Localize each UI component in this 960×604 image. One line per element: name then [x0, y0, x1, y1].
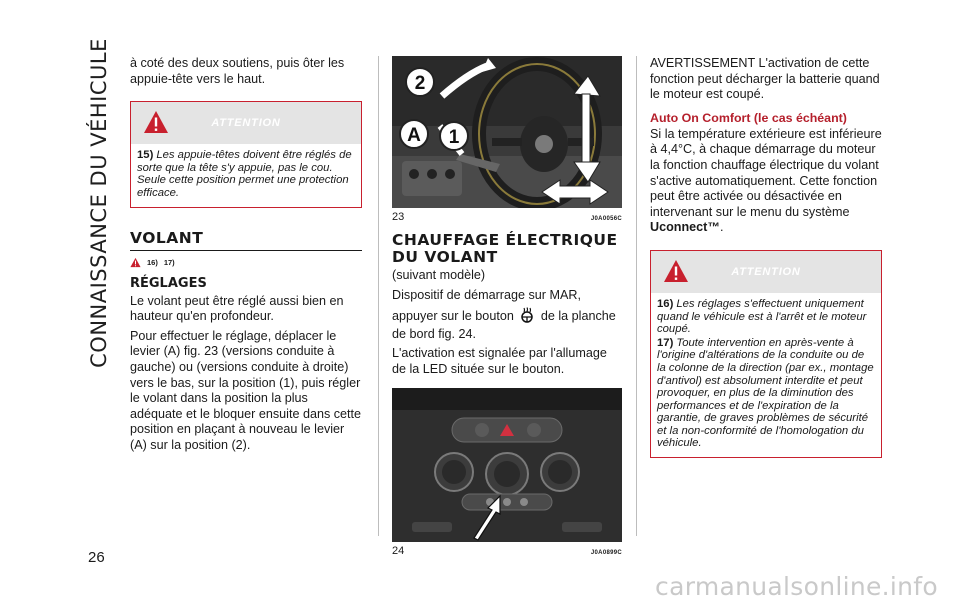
- paragraph-text: .: [719, 220, 724, 235]
- subsection-title-reglages: RÉGLAGES: [130, 275, 207, 291]
- figure-label-1: 1: [448, 127, 460, 148]
- figure-number: 24: [392, 544, 405, 557]
- paragraph: de bord fig. 24.: [392, 326, 477, 341]
- warning-item: [657, 298, 876, 336]
- warning-triangle-icon: [143, 109, 169, 135]
- section-side-title: [82, 38, 116, 368]
- figure-label-2: 2: [414, 73, 426, 94]
- subsection-title-auto-on-comfort: Auto On Comfort (le cas échéant): [650, 110, 847, 125]
- warning-header: [131, 102, 361, 144]
- warning-box-15: [130, 101, 362, 207]
- page-number: 26: [88, 549, 105, 566]
- figure-number: 23: [392, 211, 405, 223]
- figure-code: J0A0056C: [590, 216, 622, 222]
- warning-item-text: Toute intervention en après-vente à l'origine d'altérations de la conduite ou de la colonne de la direction (par ex., montage d'antivol) est absolument interdite et peut provoquer, en plus de la diminution des performances et de l'expiration de la garantie, de graves problèmes de sécurité et la non-conformité de l'homologation du véhicule.: [657, 336, 874, 450]
- column-3: [650, 56, 882, 458]
- warning-item: [657, 337, 876, 450]
- paragraph: Dispositif de démarrage sur MAR,: [392, 287, 581, 302]
- warning-triangle-icon: [663, 258, 689, 284]
- warning-label: ATTENTION: [731, 265, 801, 278]
- column-2: [392, 56, 622, 557]
- warning-label: ATTENTION: [211, 117, 281, 130]
- section-title-chauffage: CHAUFFAGE ÉLECTRIQUE DU VOLANT: [392, 231, 618, 266]
- paragraph-with-icon: [392, 307, 622, 325]
- warning-ref: 16): [147, 257, 158, 267]
- dashboard-photo: [392, 388, 622, 542]
- warning-item: [137, 149, 356, 199]
- paragraph-text: de la planche: [540, 309, 616, 324]
- column-divider: [378, 56, 379, 536]
- heated-steering-wheel-icon: [519, 307, 535, 323]
- warning-box-16-17: [650, 250, 882, 458]
- paragraph: [650, 127, 882, 236]
- figure-23-caption: [392, 211, 622, 223]
- warning-item-number: 16): [657, 297, 674, 310]
- intro-text: à coté des deux soutiens, puis ôter les appuie-tête vers le haut.: [130, 56, 345, 86]
- warning-item-number: 17): [657, 336, 674, 349]
- section-heading-rule: [130, 230, 362, 251]
- figure-24-dashboard: [392, 388, 622, 542]
- section-title-volant: VOLANT: [130, 228, 204, 247]
- warning-body: [651, 293, 881, 457]
- warning-item-text: Les réglages s'effectuent uniquement quand le véhicule est à l'arrêt et le moteur coupé.: [657, 297, 867, 336]
- paragraph: L'activation est signalée par l'allumage de la LED située sur le bouton.: [392, 346, 607, 376]
- paragraph: Le volant peut être réglé aussi bien en hauteur qu'en profondeur.: [130, 293, 344, 324]
- paragraph-text: Si la température extérieure est inférieure à 4,4°C, à chaque démarrage du moteur la fonction chauffage électrique du volant s'active automatiquement. Cette fonction peut être activée ou désactivée en intervenant sur le menu du système: [650, 126, 882, 219]
- paragraph: AVERTISSEMENT L'activation de cette fonction peut décharger la batterie quand le moteur est coupé.: [650, 56, 880, 102]
- figure-label-a: A: [407, 125, 421, 146]
- figure-24-caption: [392, 545, 622, 557]
- figure-code: J0A0899C: [590, 549, 622, 556]
- warning-header: [651, 251, 881, 293]
- uconnect-brand: Uconnect™: [650, 220, 720, 235]
- warning-item-text: Les appuie-têtes doivent être réglés de sorte que la tête s'y appuie, pas le cou. Seule cette position permet une protection efficace.: [137, 149, 352, 199]
- warning-references: [130, 257, 362, 268]
- steering-wheel-photo: [392, 56, 622, 208]
- paragraph: (suivant modèle): [392, 268, 486, 282]
- column-1: [130, 56, 362, 458]
- warning-item-number: 15): [137, 149, 154, 162]
- warning-ref: 17): [163, 257, 175, 267]
- figure-23-steering-wheel: [392, 56, 622, 208]
- paragraph: Pour effectuer le réglage, déplacer le levier (A) fig. 23 (versions conduite à gauche) ou (versions conduite à droite) vers le bas, sur la position (1), puis régler le volant dans la position la plus adéquate et le bloquer ensuite dans cette position en plaçant à nouveau le levier (A) sur la position (2).: [130, 328, 362, 452]
- column-divider: [636, 56, 637, 536]
- paragraph-text: appuyer sur le bouton: [392, 309, 514, 324]
- section-side-title-text: CONNAISSANCE DU VÉHICULE: [87, 38, 111, 368]
- warning-triangle-icon: [130, 257, 141, 268]
- warning-body: [131, 144, 361, 206]
- watermark: carmanualsonline.info: [655, 572, 938, 601]
